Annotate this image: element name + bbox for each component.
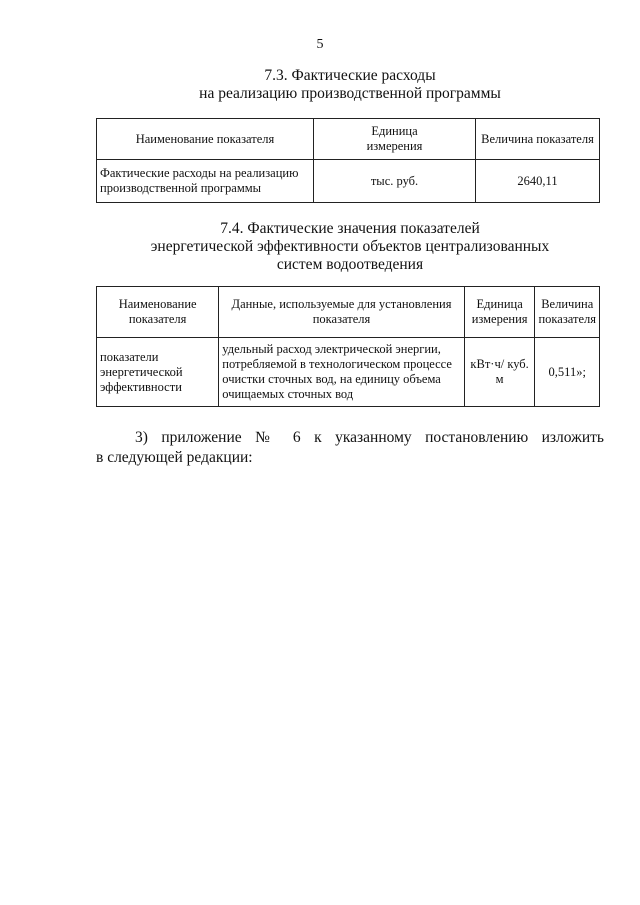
energy-efficiency-table	[96, 286, 600, 407]
title-line: систем водоотведения	[276, 256, 424, 273]
header-cell: Наименование показателя	[97, 119, 314, 160]
title-line: 7.3. Фактические расходы	[264, 67, 436, 84]
value-cell: 0,511»;	[535, 338, 600, 407]
amendment-paragraph	[96, 428, 604, 468]
header-cell: Величина показателя	[535, 287, 600, 338]
section-7-4-title	[0, 220, 640, 274]
page-number: 5	[316, 37, 324, 52]
header-cell: Данные, используемые для установления показателя	[219, 287, 464, 338]
title-line: 7.4. Фактические значения показателей	[220, 220, 480, 237]
table-row	[97, 160, 600, 203]
table-header-row	[97, 119, 600, 160]
data-description-cell: удельный расход электрической энергии, потребляемой в технологическом процессе очистки сточных вод, на единицу объема очищаемых сточных вод	[219, 338, 464, 407]
indicator-name-cell: Фактические расходы на реализацию производственной программы	[97, 160, 314, 203]
unit-cell: кВт·ч/ куб. м	[464, 338, 535, 407]
title-line: энергетической эффективности объектов централизованных	[150, 238, 550, 255]
value-cell: 2640,11	[476, 160, 600, 203]
section-7-3-title	[0, 67, 640, 103]
paragraph-line: в следующей редакции:	[96, 449, 253, 466]
title-line: на реализацию производственной программы	[199, 85, 501, 102]
table-row	[97, 338, 600, 407]
table-header-row	[97, 287, 600, 338]
paragraph-line: 3) приложение № 6 к указанному постановлению изложить	[135, 429, 604, 446]
header-cell: Наименование показателя	[97, 287, 219, 338]
unit-cell: тыс. руб.	[314, 160, 476, 203]
actual-expenses-table	[96, 118, 600, 203]
header-cell: Единица измерения	[314, 119, 476, 160]
header-cell: Величина показателя	[476, 119, 600, 160]
indicator-name-cell: показатели энергетической эффективности	[97, 338, 219, 407]
header-cell: Единица измерения	[464, 287, 535, 338]
